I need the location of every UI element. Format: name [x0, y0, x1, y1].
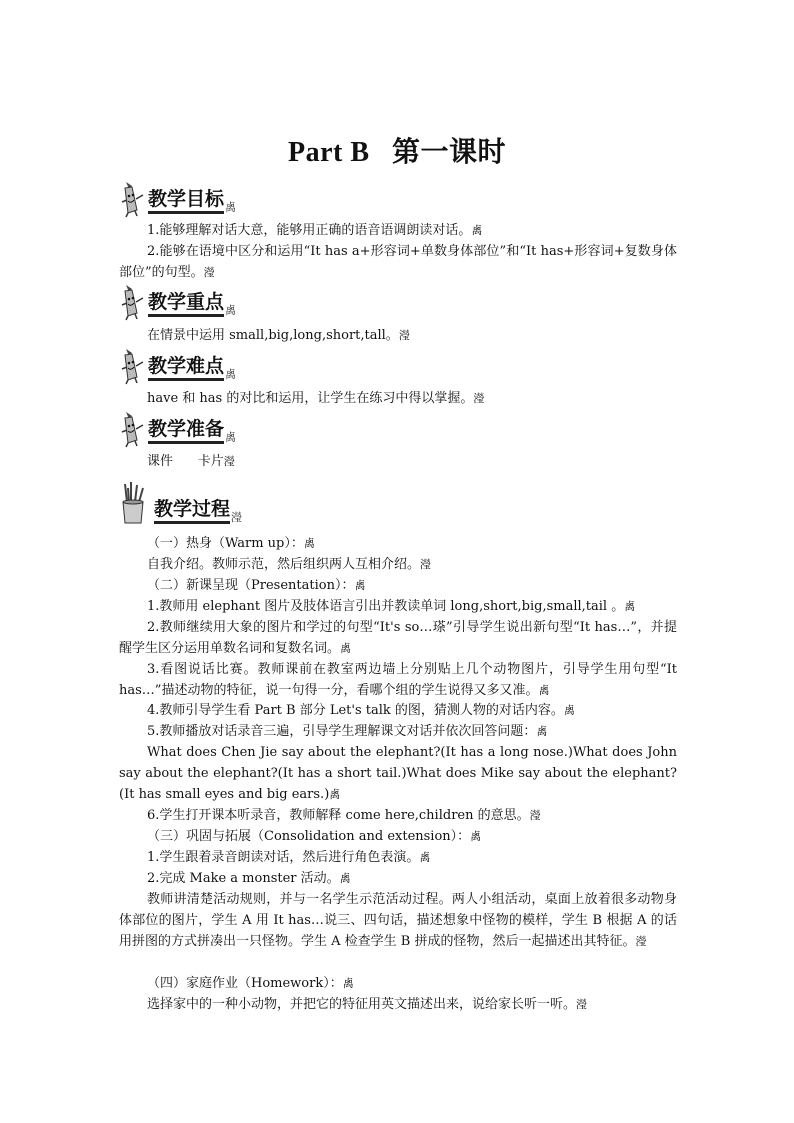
process-line: （一）热身（Warm up）：禼 [147, 536, 315, 551]
section-key-label: 教学重点 [148, 291, 224, 317]
goal-item-1: 1.能够理解对话大意，能够用正确的语音语调朗读对话。禼 [147, 223, 483, 238]
process-line: 5.教师播放对话录音三遍，引导学生理解课文对话并依次回答问题：禼 [147, 724, 548, 739]
process-line: 4.教师引导学生看 Part B 部分 Let's talk 的图，猜测人物的对话内容。禼 [147, 703, 575, 718]
section-prep-label: 教学准备 [148, 418, 224, 444]
key-text: 在情景中运用 small,big,long,short,tall。瀅 [147, 328, 410, 343]
process-line: 选择家中的一种小动物，并把它的特征用英文描述出来，说给家长听一听。瀅 [147, 997, 588, 1012]
process-line: 2.教师继续用大象的图片和学过的句型“It's so…瑹”引导学生说出新句型“It has…”，并提醒学生区分运用单数名词和复数名词。禼 [119, 620, 677, 656]
pencil-character-icon [118, 410, 148, 448]
section-process-heading: 教学过程$_瀅$ [118, 480, 268, 530]
process-line: What does Chen Jie say about the elephant?(It has a long nose.)What does John say about the elephant?(It has a short tail.)What does Mike say about the elephant?(It has small eyes and big ears.)禼 [119, 745, 677, 802]
section-process-label: 教学过程 [154, 498, 230, 524]
difficult-text: have 和 has 的对比和运用，让学生在练习中得以掌握。瀅 [147, 391, 485, 406]
prep-text: 课件 卡片瀅 [147, 454, 235, 469]
process-line: 2.完成 Make a monster 活动。禼 [147, 871, 351, 886]
pencil-cup-icon [118, 480, 148, 524]
process-line: 自我介绍。教师示范，然后组织两人互相介绍。瀅 [147, 557, 432, 572]
section-prep-heading: 教学准备$_禼$ [118, 410, 258, 450]
section-difficult-label: 教学难点 [148, 355, 224, 381]
process-line: 3.看图说话比赛。教师课前在教室两边墙上分别贴上几个动物图片，引导学生用句型“It has…”描述动物的特征，说一句得一分，看哪个组的学生说得又多又准。禼 [119, 662, 677, 698]
pencil-character-icon [118, 180, 148, 218]
section-goals-heading: 教学目标$_禼$ [118, 180, 258, 220]
process-line: 1.学生跟着录音朗读对话，然后进行角色表演。禼 [147, 850, 431, 865]
process-line: 6.学生打开课本听录音，教师解释 come here,children 的意思。瀅 [147, 808, 541, 823]
goal-item-2: 2.能够在语境中区分和运用“It has a+形容词+单数身体部位”和“It has+形容词+复数身体部位”的句型。瀅 [119, 244, 677, 280]
process-line: （二）新课呈现（Presentation）：禼 [147, 578, 366, 593]
pencil-character-icon [118, 283, 148, 321]
section-difficult-heading: 教学难点$_禼$ [118, 347, 258, 387]
process-line: 1.教师用 elephant 图片及肢体语言引出并教读单词 long,short,big,small,tail 。禼 [147, 599, 636, 614]
process-line: （四）家庭作业（Homework）：禼 [147, 976, 354, 991]
process-line: 教师讲清楚活动规则，并与一名学生示范活动过程。两人小组活动，桌面上放着很多动物身体部位的图片，学生 A 用 It has…说三、四句话，描述想象中怪物的模样，学生 B 根据 A 的话用拼图的方式拼凑出一只怪物。学生 A 检查学生 B 拼成的怪物，然后一起描述出其特征。瀅 [119, 892, 677, 949]
section-key-heading: 教学重点$_禼$ [118, 283, 258, 323]
process-line: （三）巩固与拓展（Consolidation and extension）：禼 [147, 829, 482, 844]
pencil-character-icon [118, 347, 148, 385]
section-goals-label: 教学目标 [148, 188, 224, 214]
page-title: Part B 第一课时 [287, 137, 507, 168]
